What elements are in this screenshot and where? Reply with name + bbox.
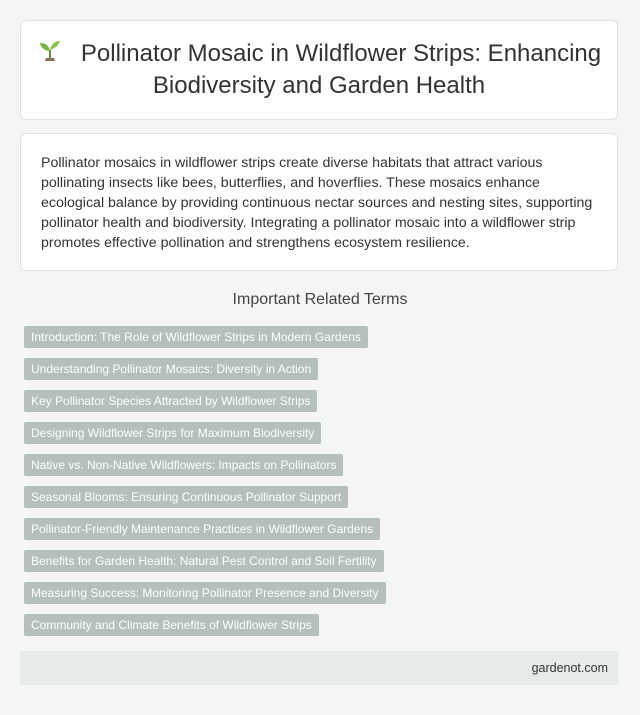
related-term-tag[interactable]: Designing Wildflower Strips for Maximum Biodiversity	[24, 422, 321, 444]
related-term-tag[interactable]: Introduction: The Role of Wildflower Strips in Modern Gardens	[24, 326, 368, 348]
related-term-tag[interactable]: Understanding Pollinator Mosaics: Diversity in Action	[24, 358, 318, 380]
related-term-tag[interactable]: Key Pollinator Species Attracted by Wildflower Strips	[24, 390, 317, 412]
related-term-tag[interactable]: Seasonal Blooms: Ensuring Continuous Pollinator Support	[24, 486, 348, 508]
title-card	[20, 20, 618, 120]
related-term-tag[interactable]: Community and Climate Benefits of Wildflower Strips	[24, 614, 319, 636]
page-title	[21, 38, 617, 102]
footer-source[interactable]: gardenot.com	[531, 661, 608, 675]
intro-paragraph: Pollinator mosaics in wildflower strips create diverse habitats that attract various pollinating insects like bees, butterflies, and hoverflies. These mosaics enhance ecological balance by providing continuous nectar sources and nesting sites, supporting pollinator health and biodiversity. Integrating a pollinator mosaic into a wildflower strip promotes effective pollination and strengthens ecosystem resilience.	[41, 155, 593, 251]
intro-card	[20, 133, 618, 271]
related-term-tag[interactable]: Pollinator-Friendly Maintenance Practices in Wildflower Gardens	[24, 518, 380, 540]
footer	[20, 651, 618, 685]
related-term-tag[interactable]: Measuring Success: Monitoring Pollinator Presence and Diversity	[24, 582, 386, 604]
related-term-tag[interactable]: Benefits for Garden Health: Natural Pest Control and Soil Fertility	[24, 550, 384, 572]
related-term-tag[interactable]: Native vs. Non-Native Wildflowers: Impacts on Pollinators	[24, 454, 343, 476]
related-terms-heading: Important Related Terms	[232, 291, 408, 308]
page-title-text: Pollinator Mosaic in Wildflower Strips: Enhancing Biodiversity and Garden Health	[80, 40, 602, 99]
sprout-icon	[37, 39, 63, 63]
related-terms-list	[24, 326, 618, 636]
